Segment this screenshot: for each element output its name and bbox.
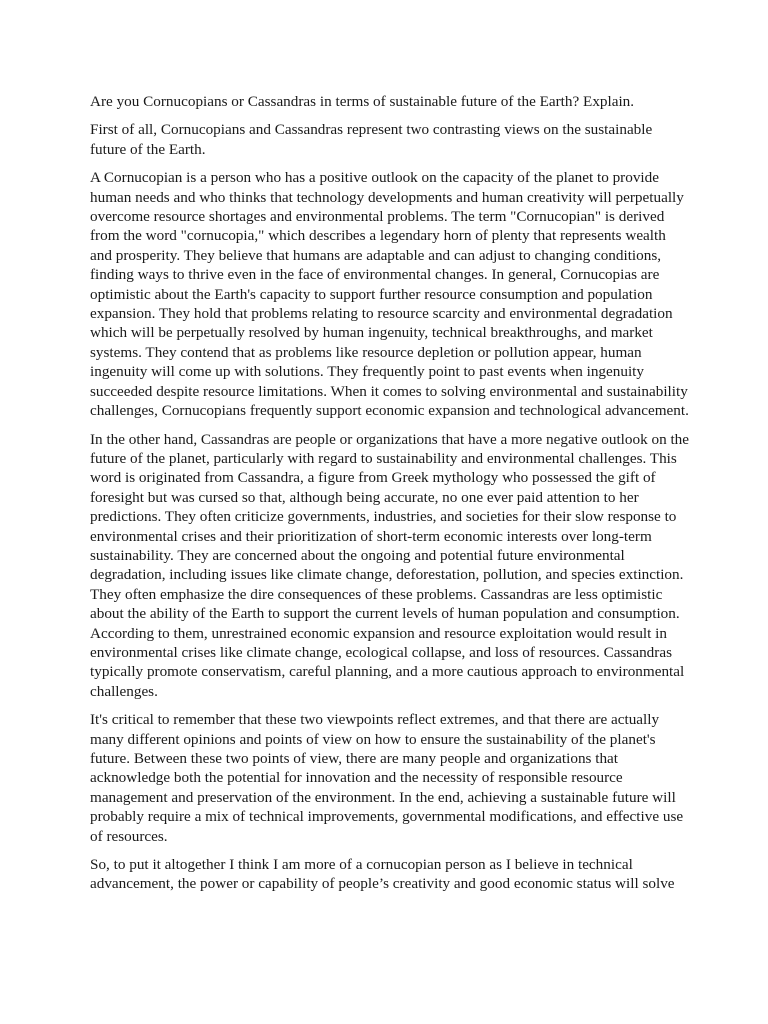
document-page: [90, 92, 690, 903]
paragraph-intro: First of all, Cornucopians and Cassandras represent two contrasting views on the sustainable future of the Earth.: [90, 121, 653, 158]
question-text: Are you Cornucopians or Cassandras in terms of sustainable future of the Earth? Explain.: [90, 93, 635, 110]
paragraph-conclusion: So, to put it altogether I think I am more of a cornucopian person as I believe in technical advancement, the power or capability of people’s creativity and good economic status will solve: [90, 856, 675, 893]
paragraph-cassandras: In the other hand, Cassandras are people or organizations that have a more negative outlook on the future of the planet, particularly with regard to sustainability and environmental challenges. This word is originated from Cassandra, a figure from Greek mythology who possessed the gift of foresight but was cursed so that, although being accurate, no one ever paid attention to her predictions. They often criticize governments, industries, and societies for their slow response to environmental crises and their prioritization of short-term economic interests over long-term sustainability. They are concerned about the ongoing and potential future environmental degradation, including issues like climate change, deforestation, pollution, and species extinction. They often emphasize the dire consequences of these problems. Cassandras are less optimistic about the ability of the Earth to support the current levels of human population and consumption. According to them, unrestrained economic expansion and resource exploitation would result in environmental crises like climate change, ecological collapse, and loss of resources. Cassandras typically promote conservatism, careful planning, and a more cautious approach to environmental challenges.: [90, 430, 690, 700]
paragraph-cornucopians: A Cornucopian is a person who has a positive outlook on the capacity of the planet to provide human needs and who thinks that technology developments and human creativity will perpetually overcome resource shortages and environmental problems. The term "Cornucopian" is derived from the word "cornucopia," which describes a legendary horn of plenty that represents wealth and prosperity. They believe that humans are adaptable and can adjust to changing conditions, finding ways to thrive even in the face of environmental changes. In general, Cornucopias are optimistic about the Earth's capacity to support further resource consumption and population expansion. They hold that problems relating to resource scarcity and environmental degradation which will be perpetually resolved by human ingenuity, technical breakthroughs, and market systems. They contend that as problems like resource depletion or pollution appear, human ingenuity will come up with solutions. They frequently point to past events when ingenuity succeeded despite resource limitations. When it comes to solving environmental and sustainability challenges, Cornucopians frequently support economic expansion and technological advancement.: [90, 169, 689, 420]
paragraph-middle-ground: It's critical to remember that these two viewpoints reflect extremes, and that there are actually many different opinions and points of view on how to ensure the sustainability of the planet's future. Between these two points of view, there are many people and organizations that acknowledge both the potential for innovation and the necessity of responsible resource management and preservation of the environment. In the end, achieving a sustainable future will probably require a mix of technical improvements, governmental modifications, and effective use of resources.: [90, 711, 684, 845]
